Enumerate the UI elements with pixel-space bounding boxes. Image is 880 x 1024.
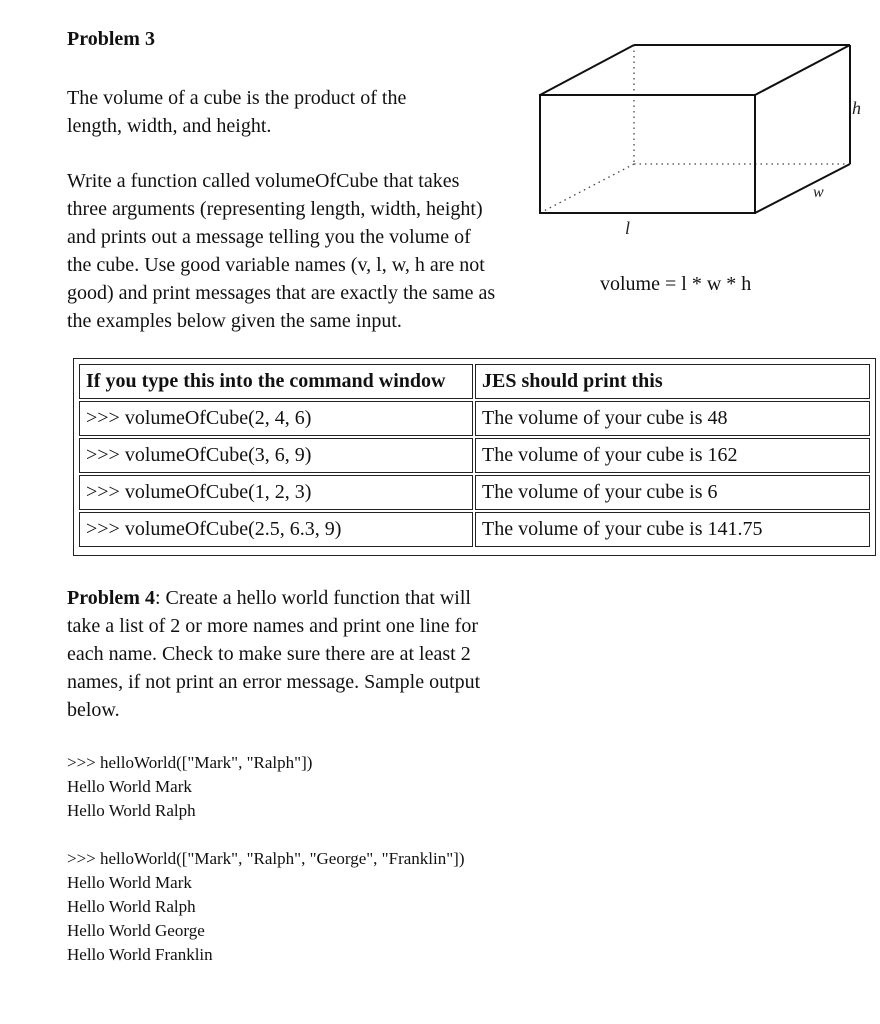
table-cell-output: The volume of your cube is 141.75 xyxy=(475,512,870,547)
problem-4-line: names, if not print an error message. Sample output xyxy=(67,671,481,693)
table-cell-input: >>> volumeOfCube(2, 4, 6) xyxy=(79,401,473,436)
table-row xyxy=(79,512,870,547)
task-line: Write a function called volumeOfCube that takes xyxy=(67,170,460,192)
task-line: good) and print messages that are exactly the same as xyxy=(67,282,496,304)
table-cell-output: The volume of your cube is 48 xyxy=(475,401,870,436)
visible-edges xyxy=(540,45,850,213)
cuboid-diagram xyxy=(530,38,875,238)
problem-3-task xyxy=(67,167,495,335)
problem-4-title: Problem 4 xyxy=(67,587,155,609)
table-cell-input: >>> volumeOfCube(1, 2, 3) xyxy=(79,475,473,510)
width-label: w xyxy=(813,184,824,201)
task-line: the examples below given the same input. xyxy=(67,310,402,332)
table-header-row xyxy=(79,364,870,399)
sample-output-2 xyxy=(67,847,465,967)
table-cell-output: The volume of your cube is 6 xyxy=(475,475,870,510)
problem-4-description xyxy=(67,584,480,724)
task-line: and prints out a message telling you the volume of xyxy=(67,226,471,248)
sample-line: Hello World Mark xyxy=(67,873,192,892)
height-label: h xyxy=(852,98,861,118)
table-cell-input: >>> volumeOfCube(3, 6, 9) xyxy=(79,438,473,473)
intro-line: The volume of a cube is the product of the xyxy=(67,87,407,109)
task-line: the cube. Use good variable names (v, l, w, h are not xyxy=(67,254,485,276)
examples-table-frame xyxy=(73,358,876,556)
task-line: three arguments (representing length, width, height) xyxy=(67,198,483,220)
problem-4-first-line xyxy=(67,584,480,612)
table-cell-output: The volume of your cube is 162 xyxy=(475,438,870,473)
table-row xyxy=(79,475,870,510)
sample-line: Hello World Franklin xyxy=(67,945,213,964)
table-header-input: If you type this into the command window xyxy=(79,364,473,399)
table-row xyxy=(79,438,870,473)
sample-line: >>> helloWorld(["Mark", "Ralph"]) xyxy=(67,753,313,772)
volume-formula: volume = l * w * h xyxy=(600,273,752,295)
sample-line: Hello World Ralph xyxy=(67,897,196,916)
problem-4-line: each name. Check to make sure there are at least 2 xyxy=(67,643,471,665)
table-cell-input: >>> volumeOfCube(2.5, 6.3, 9) xyxy=(79,512,473,547)
length-label: l xyxy=(625,218,631,238)
table-row xyxy=(79,401,870,436)
intro-line: length, width, and height. xyxy=(67,115,272,137)
table-header-output: JES should print this xyxy=(475,364,870,399)
sample-line: Hello World Mark xyxy=(67,777,192,796)
problem-4-first-line-text: : Create a hello world function that will xyxy=(154,587,471,609)
sample-line: Hello World George xyxy=(67,921,205,940)
examples-table xyxy=(77,362,872,549)
problem-4-line: take a list of 2 or more names and print one line for xyxy=(67,615,478,637)
sample-line: Hello World Ralph xyxy=(67,801,196,820)
problem-3-title: Problem 3 xyxy=(67,28,155,50)
sample-output-1 xyxy=(67,751,312,823)
problem-4-line: below. xyxy=(67,699,120,721)
problem-3-intro xyxy=(67,84,406,140)
sample-line: >>> helloWorld(["Mark", "Ralph", "George", "Franklin"]) xyxy=(67,849,465,868)
